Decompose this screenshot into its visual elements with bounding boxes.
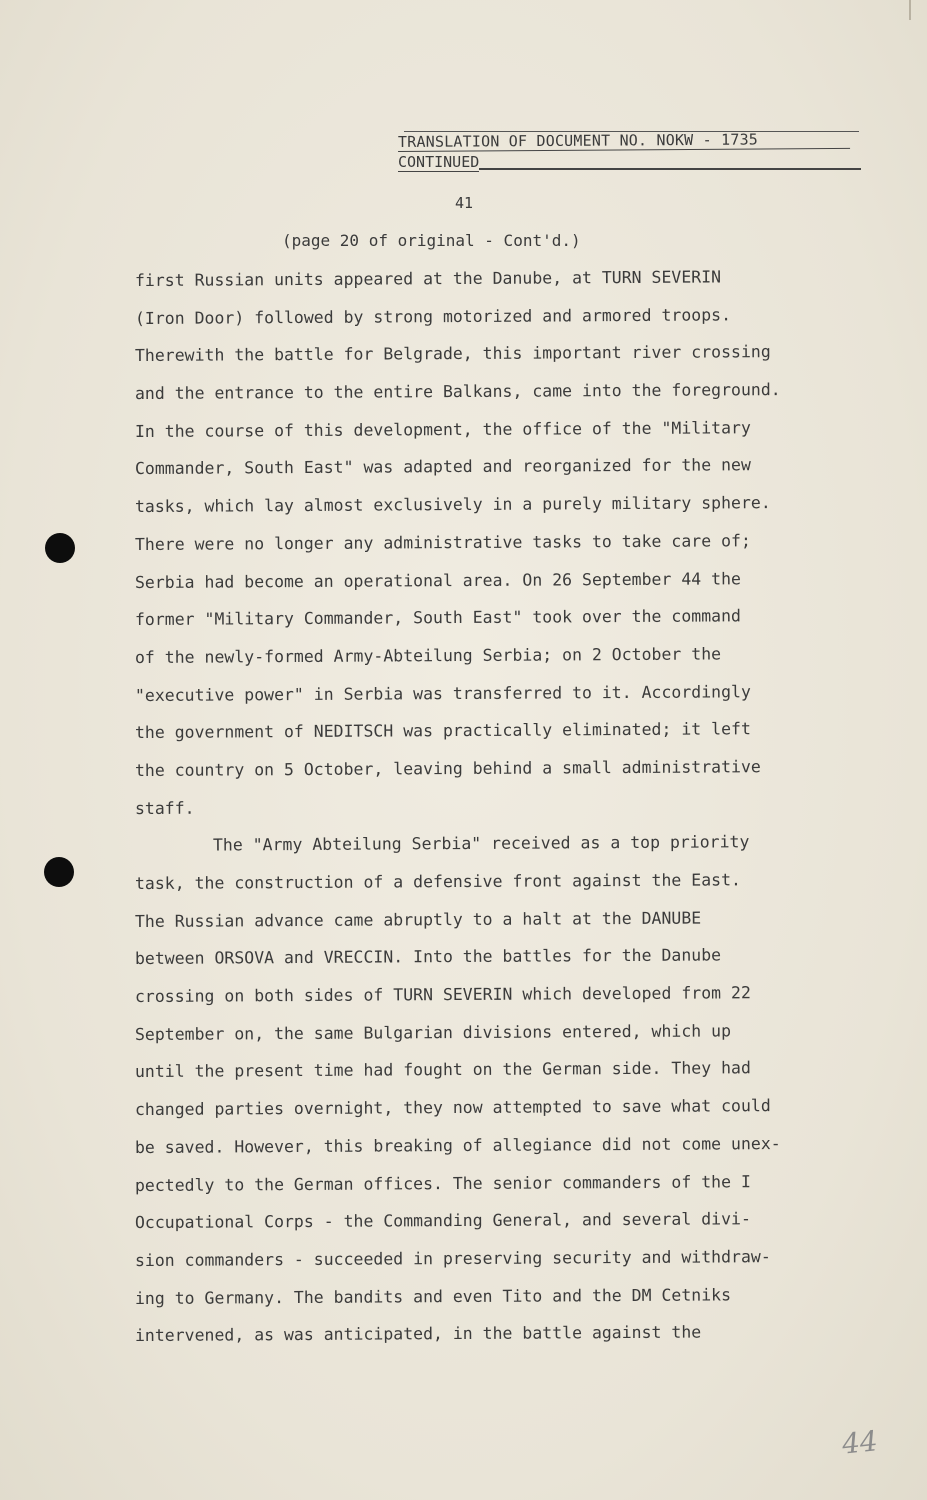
text-line: and the entrance to the entire Balkans, came into the foreground. xyxy=(134,380,781,404)
text-line: pectedly to the German offices. The senior commanders of the I xyxy=(134,1171,751,1195)
staple-mark xyxy=(909,0,911,20)
text-line: intervened, as was anticipated, in the battle against the xyxy=(134,1322,702,1346)
header-continued: CONTINUED xyxy=(398,153,480,171)
text-line: September on, the same Bulgarian divisions entered, which up xyxy=(134,1021,732,1044)
text-line: In the course of this development, the office of the "Military xyxy=(134,417,751,441)
text-line: ing to Germany. The bandits and even Tito and the DM Cetniks xyxy=(134,1284,732,1308)
text-line: "executive power" in Serbia was transferred to it. Accordingly xyxy=(134,681,751,705)
document-header xyxy=(398,131,861,172)
punch-hole-bottom xyxy=(44,857,74,887)
text-line: task, the construction of a defensive front against the East. xyxy=(134,870,741,893)
header-continued-row xyxy=(398,153,861,172)
text-line: of the newly-formed Army-Abteilung Serbia; on 2 October the xyxy=(134,644,722,667)
handwritten-page-number: 44 xyxy=(840,1424,880,1461)
punch-hole-top xyxy=(45,533,75,563)
text-line: crossing on both sides of TURN SEVERIN which developed from 22 xyxy=(134,983,751,1007)
text-line: sion commanders - succeeded in preserving security and withdraw- xyxy=(134,1246,771,1270)
text-line: be saved. However, this breaking of allegiance did not come unex- xyxy=(134,1133,781,1157)
text-line: Occupational Corps - the Commanding General, and several divi- xyxy=(134,1209,751,1233)
text-line: The Russian advance came abruptly to a halt at the DANUBE xyxy=(134,908,702,931)
text-line: staff. xyxy=(134,798,195,818)
text-line: the government of NEDITSCH was practically eliminated; it left xyxy=(134,719,751,743)
paragraph-start-line: The "Army Abteilung Serbia" received as a top priority xyxy=(212,832,750,855)
text-line: the country on 5 October, leaving behind a small administrative xyxy=(134,757,761,780)
text-line: Serbia had become an operational area. On 26 September 44 the xyxy=(134,568,741,592)
body-text xyxy=(135,268,895,1361)
text-line: Therewith the battle for Belgrade, this important river crossing xyxy=(134,342,771,366)
page-number: 41 xyxy=(455,194,474,212)
text-line: between ORSOVA and VRECCIN. Into the battles for the Danube xyxy=(134,945,722,969)
text-line: first Russian units appeared at the Danube, at TURN SEVERIN xyxy=(134,267,722,290)
header-rule xyxy=(479,168,861,170)
header-title: TRANSLATION OF DOCUMENT NO. NOKW - 1735 xyxy=(398,129,850,152)
text-line: There were no longer any administrative tasks to take care of; xyxy=(134,531,751,554)
text-line: former "Military Commander, South East" took over the command xyxy=(134,606,741,630)
text-line: Commander, South East" was adapted and reorganized for the new xyxy=(134,455,751,479)
text-line: tasks, which lay almost exclusively in a purely military sphere. xyxy=(134,493,771,517)
text-line: changed parties overnight, they now attempted to save what could xyxy=(134,1096,771,1120)
text-line: (Iron Door) followed by strong motorized and armored troops. xyxy=(134,305,732,328)
text-line: until the present time had fought on the German side. They had xyxy=(134,1058,751,1082)
page-subheading: (page 20 of original - Cont'd.) xyxy=(282,231,581,250)
